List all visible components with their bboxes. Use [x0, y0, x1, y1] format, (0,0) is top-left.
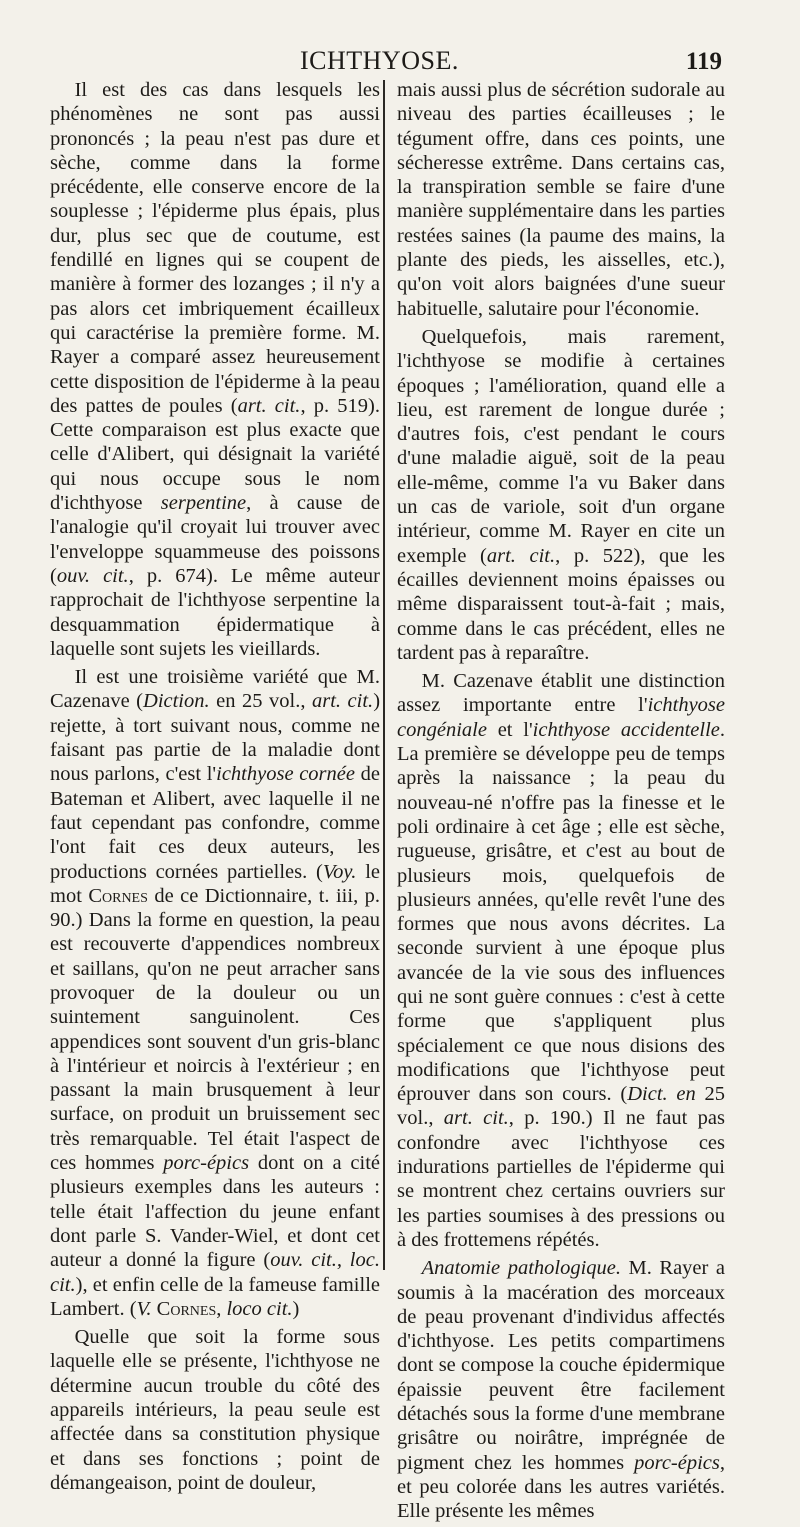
paragraph-ichthyose-cornee: Il est une troisième variété que M. Cazenave (Diction. en 25 vol., art. cit.) rejette, à tort suivant nous, comme ne faisant pas partie de la maladie dont nous parlons, c'est l'ichthyose cornée de Bateman et Alibert, avec laquelle il ne faut cependant pas confondre, comme l'ont fait ces deux auteurs, les productions cornées partielles. (Voy. le mot Cornes de ce Dictionnaire, t. iii, p. 90.) Dans la forme en question, la peau est recouverte d'appendices nombreux et saillans, qu'on ne peut arracher sans provoquer de la douleur ou un suintement sanguinolent. Ces appendices sont souvent d'un gris-blanc à l'intérieur et noircis à l'extérieur ; en passant la main brusquement à leur surface, on produit un bruissement sec très remarquable. Tel était l'aspect de ces hommes porc-épics dont on a cité plusieurs exemples dans les auteurs : telle était l'affection du jeune enfant dont parle S. Vander-Wiel, et dont cet auteur a donné la figure (ouv. cit., loc. cit.), et enfin celle de la fameuse famille Lambert. (V. Cornes, loco cit.): [50, 666, 381, 1320]
right-column: [397, 78, 725, 1527]
paragraph-modifications: Quelquefois, mais rarement, l'ichthyose se modifie à certaines époques ; l'amélioration, quand elle a lieu, est rarement de longue durée ; d'autres fois, c'est pendant le cours d'une maladie aiguë, soit de la peau elle-même, comme l'a vu Baker dans un cas de variole, soit d'un organe intérieur, comme M. Rayer en cite un exemple (art. cit., p. 522), que les écailles deviennent moins épaisses ou même disparaissent tout-à-fait ; mais, comme dans le cas précédent, elles ne tardent pas à reparaître.: [397, 325, 726, 664]
paragraph-anatomie-pathologique: Anatomie pathologique. M. Rayer a soumis à la macération des morceaux de peau provenant d'individus affectés d'ichthyose. Les petits compartimens dont se compose la couche épidermique épaissie peuvent être facilement détachés sous la forme d'une membrane grisâtre ou noirâtre, imprégnée de pigment chez les hommes porc-épics, et peu colorée dans les autres variétés. Elle présente les mêmes: [397, 1257, 725, 1523]
left-column: [50, 78, 380, 1498]
paragraph-congeniale-accidentelle: M. Cazenave établit une distinction assez importante entre l'ichthyose congéniale et l'ichthyose accidentelle. La première se développe peu de temps après la naissance ; la peau du nouveau-né n'offre pas la finesse et le poli ordinaire à cet âge ; elle est sèche, rugueuse, grisâtre, et c'est au bout de plusieurs mois, quelquefois de plusieurs années, qu'elle revêt l'une des formes que nous avons décrites. La seconde survient à une époque plus avancée de la vie sous des influences qui ne sont guère connues : c'est à cette forme que s'appliquent plus spécialement ce que nous disions des modifications que l'ichthyose peut éprouver dans son cours. (Dict. en 25 vol., art. cit., p. 190.) Il ne faut pas confondre avec l'ichthyose ces indurations partielles de l'épiderme qui se montrent chez certains ouvriers sur les parties soumises à des pressions ou à des frottemens répétés.: [397, 670, 725, 1251]
column-divider: [383, 80, 385, 1270]
paragraph-trouble-fonctions: Quelle que soit la forme sous laquelle elle se présente, l'ichthyose ne détermine aucun trouble du côté des appareils intérieurs, la peau seule est affectée dans sa constitution physique et dans ses fonctions ; point de démangeaison, point de douleur,: [50, 1326, 380, 1494]
paragraph-ichthyose-fendillee: Il est des cas dans lesquels les phénomènes ne sont pas aussi prononcés ; la peau n'est pas dure et sèche, comme dans la forme précédente, elle conserve encore de la souplesse ; l'épiderme plus épais, plus dur, plus sec que de coutume, est fendillé en lignes qui se coupent de manière à former des lozanges ; il n'y a pas alors cet imbriquement écailleux qui caractérise la première forme. M. Rayer a comparé assez heureusement cette disposition de l'épiderme à la peau des pattes de poules (art. cit., p. 519). Cette comparaison est plus exacte que celle d'Alibert, qui désignait la variété qui nous occupe sous le nom d'ichthyose serpentine, à cause de l'analogie qu'il croyait lui trouver avec l'enveloppe squammeuse des poissons (ouv. cit., p. 674). Le même auteur rapprochait de l'ichthyose serpentine la desquammation épidermatique à laquelle sont sujets les vieillards.: [50, 79, 381, 660]
paragraph-secretion-sudorale: mais aussi plus de sécrétion sudorale au niveau des parties écailleuses ; le tégument offre, dans ces points, une sécheresse extrême. Dans certains cas, la transpiration semble se faire d'une manière supplémentaire dans les parties restées saines (la paume des mains, la plante des pieds, les aisselles, etc.), qu'on voit alors baignées d'une sueur habituelle, salutaire pour l'économie.: [397, 79, 725, 320]
page-number: 119: [685, 48, 722, 75]
page-header: [0, 38, 800, 78]
running-title: ICHTHYOSE.: [300, 46, 459, 75]
